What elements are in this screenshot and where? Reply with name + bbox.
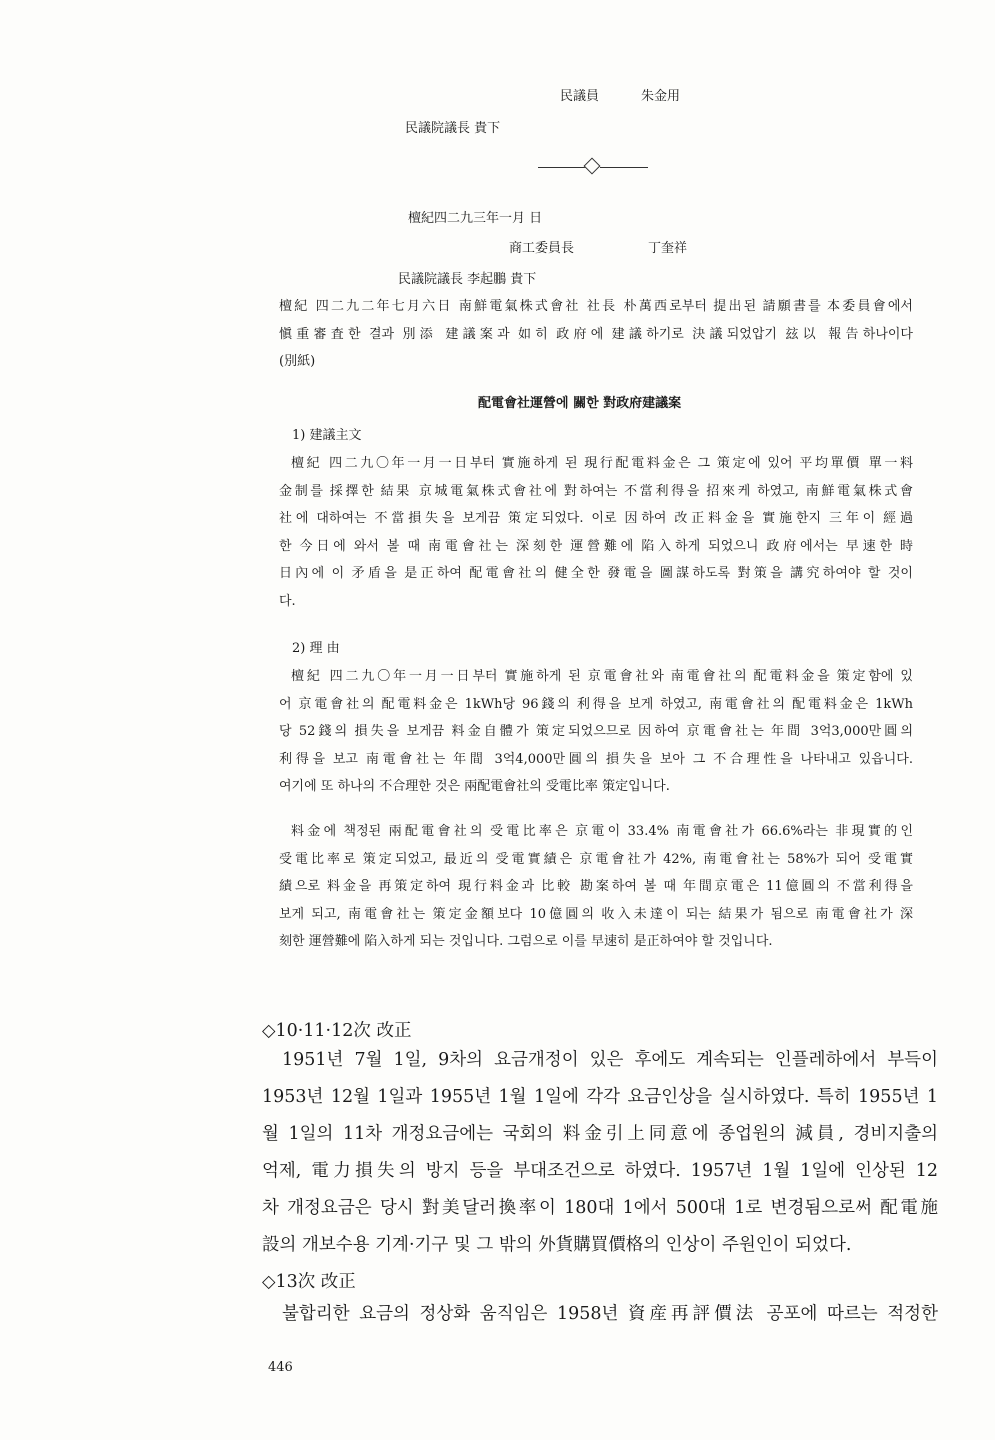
text-line: 料金에 책정된 兩配電會社의 受電比率은 京電이 33.4% 南電會社가 66.6%라는 非現實的인 bbox=[291, 824, 913, 839]
paragraph-13-revision bbox=[262, 1296, 938, 1333]
page-number: 446 bbox=[268, 1360, 293, 1375]
text-line: 金制를 採擇한 結果 京城電氣株式會社에 對하여는 不當利得을 招來케 하였고, 南鮮電氣株式會 bbox=[279, 483, 913, 499]
section-heading: 1) 建議主文 bbox=[292, 428, 362, 443]
section2-para1 bbox=[279, 663, 913, 801]
member-name: 朱金用 bbox=[641, 89, 681, 104]
committee-title: 商工委員長 bbox=[509, 241, 575, 256]
text-line: 억제, 電力損失의 방지 등을 부대조건으로 하였다. 1957년 1월 1일에 인상된 12 bbox=[262, 1161, 938, 1181]
text-line: 1951년 7월 1일, 9차의 요금개정이 있은 후에도 계속되는 인플레하에서 부득이 bbox=[282, 1050, 938, 1070]
paragraph-10-12-revision bbox=[262, 1042, 938, 1264]
text-line: 刻한 運營難에 陷入하게 되는 것입니다. 그럼으로 이를 早速히 是正하여야 할 것입니다. bbox=[279, 934, 773, 949]
text-line: 日內에 이 矛盾을 是正하여 配電會社의 健全한 發電을 圖謀하도록 對策을 講究하여야 할 것이 bbox=[279, 566, 913, 581]
text-line: 불합리한 요금의 정상화 움직임은 1958년 資産再評價法 공포에 따르는 적정한 bbox=[282, 1304, 938, 1324]
text-line: 設의 개보수용 기계·기구 및 그 밖의 外貨購買價格의 인상이 주원인이 되었다. bbox=[262, 1235, 852, 1255]
text-line: 한 今日에 와서 볼 때 南電會社는 深刻한 運營難에 陷入하게 되었으니 政府에서는 早速한 時 bbox=[279, 538, 913, 554]
section2-para2 bbox=[279, 818, 913, 956]
text-line: 차 개정요금은 당시 對美달러換率이 180대 1에서 500대 1로 변경됨으로써 配電施 bbox=[262, 1198, 938, 1218]
report-addressee: 民議院議長 李起鵬 貴下 bbox=[398, 272, 537, 287]
attachment-label: (別紙) bbox=[279, 354, 316, 369]
text-line: 檀紀 四二九〇年一月一日부터 實施하게 된 京電會社와 南電會社의 配電料金을 策定함에 있 bbox=[291, 669, 913, 684]
text-line: 利得을 보고 南電會社는 年間 3억4,000만圓의 損失을 보아 그 不合理性을 나타내고 있읍니다. bbox=[279, 751, 913, 767]
proposal-title: 配電會社運營에 關한 對政府建議案 bbox=[478, 396, 682, 411]
text-line: 어 京電會社의 配電料金은 1kWh당 96錢의 利得을 보게 하였고, 南電會社의 配電料金은 1kWh bbox=[279, 696, 913, 712]
heading-10-12-revision: ◇10·11·12次 改正 bbox=[262, 1021, 412, 1041]
text-line: 社에 대하여는 不當損失을 보게끔 策定되었다. 이로 因하여 改正料金을 實施한지 三年이 經過 bbox=[279, 511, 913, 526]
section1-body bbox=[279, 450, 913, 615]
text-line: 다. bbox=[279, 593, 296, 609]
text-line: 1953년 12월 1일과 1955년 1월 1일에 각각 요금인상을 실시하였다. 특히 1955년 1 bbox=[262, 1087, 938, 1107]
heading-13-revision: ◇13次 改正 bbox=[262, 1272, 356, 1292]
text-line: 월 1일의 11차 개정요금에는 국회의 料金引上同意에 종업원의 減員, 경비지출의 bbox=[262, 1124, 938, 1144]
text-line: 檀紀 四二九〇年一月一日부터 實施하게 된 現行配電料金은 그 策定에 있어 平均單價 單一料 bbox=[291, 456, 913, 471]
text-line: 여기에 또 하나의 不合理한 것은 兩配電會社의 受電比率 策定입니다. bbox=[279, 779, 670, 794]
addressee-line: 民議院議長 貴下 bbox=[405, 121, 501, 136]
text-line: 績으로 料金을 再策定하여 現行料金과 比較 勘案하여 볼 때 年間京電은 11億圓의 不當利得을 bbox=[279, 879, 913, 894]
report-intro bbox=[279, 293, 913, 376]
member-title: 民議員 bbox=[560, 89, 600, 104]
text-line: 檀紀 四二九二年七月六日 南鮮電氣株式會社 社長 朴萬西로부터 提出된 請願書를 本委員會에서 bbox=[279, 299, 913, 314]
text-line: 愼重審査한 결과 別添 建議案과 如히 政府에 建議하기로 決議되었압기 玆以 報告하나이다 bbox=[279, 326, 913, 342]
text-line: 보게 되고, 南電會社는 策定金額보다 10億圓의 收入未達이 되는 結果가 됨으로 南電會社가 深 bbox=[279, 906, 913, 922]
text-line: 당 52錢의 損失을 보게끔 料金自體가 策定되었으므로 因하여 京電會社는 年間 3억3,000만圓의 bbox=[279, 724, 913, 739]
text-line: 受電比率로 策定되었고, 最近의 受電實績은 京電會社가 42%, 南電會社는 58%가 되어 受電實 bbox=[279, 851, 913, 867]
report-date: 檀紀四二九三年一月 日 bbox=[408, 211, 543, 226]
section-heading: 2) 理 由 bbox=[292, 641, 340, 656]
committee-chair-name: 丁奎祥 bbox=[648, 241, 688, 256]
